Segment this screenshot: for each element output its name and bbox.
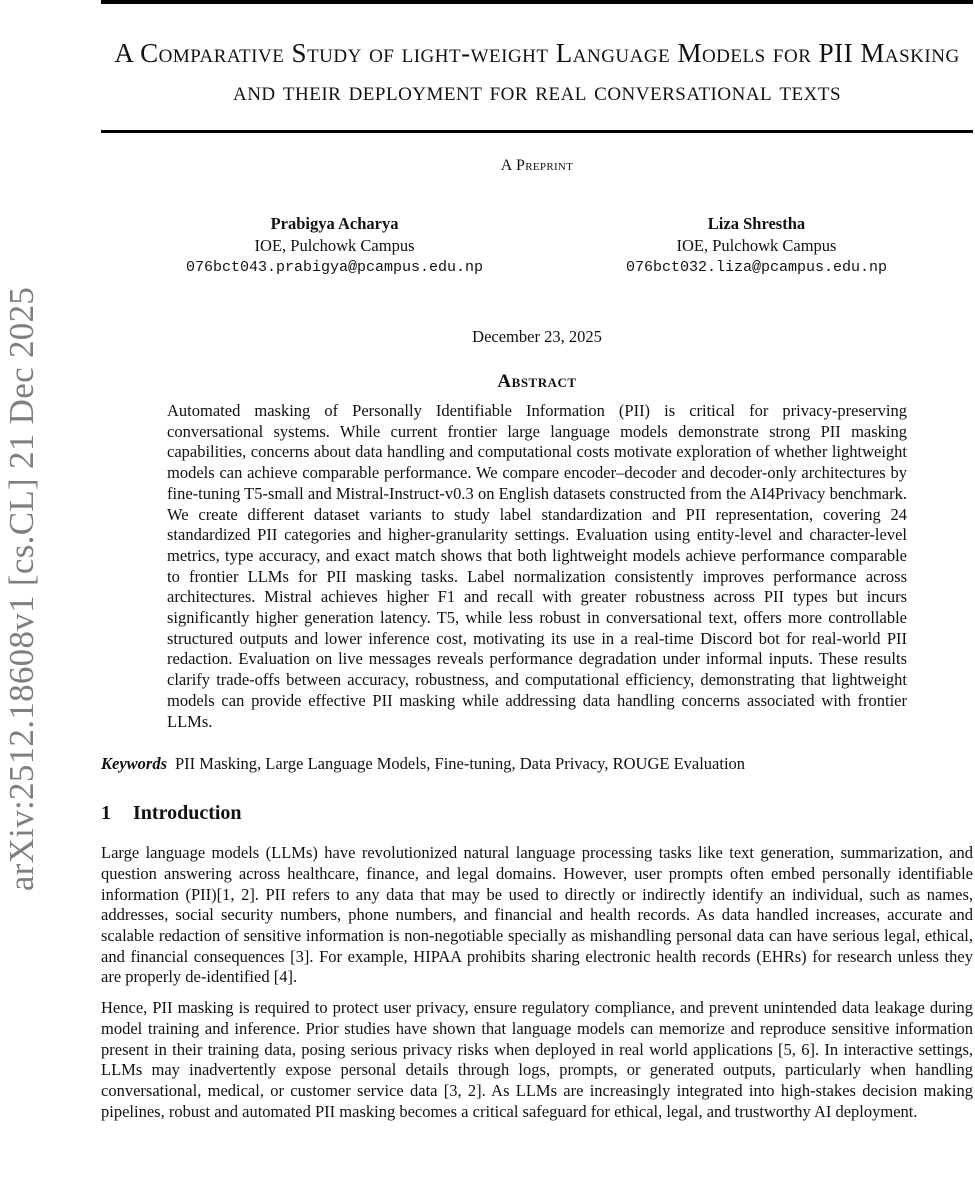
author-2 bbox=[626, 213, 887, 279]
preprint-label: A Preprint bbox=[500, 157, 574, 174]
keywords-text: PII Masking, Large Language Models, Fine-tuning, Data Privacy, ROUGE Evaluation bbox=[175, 754, 746, 774]
section-title: Introduction bbox=[133, 802, 242, 825]
abstract-text: Automated masking of Personally Identifiable Information (PII) is critical for privacy-preserving conversational systems. While current frontier large language models demonstrate strong PII masking capabilities, concerns about data handling and computational costs motivate exploration of whether lightweight models can achieve comparable performance. We compare encoder–decoder and decoder-only architectures by fine-tuning T5-small and Mistral-Instruct-v0.3 on English datasets constructed from the AI4Privacy benchmark. We create different dataset variants to study label standardization and PII representation, covering 24 standardized PII categories and higher-granularity settings. Evaluation using entity-level and character-level metrics, type accuracy, and exact match shows that both lightweight models achieve performance comparable to frontier LLMs for PII masking tasks. Label normalization consistently improves performance across architectures. Mistral achieves higher F1 and recall with greater robustness across PII types but incurs significantly higher generation latency. T5, while less robust in conversational text, offers more controllable structured outputs and lower inference cost, motivating its use in a real-time Discord bot for real-world PII redaction. Evaluation on live messages reveals performance degradation under informal inputs. These results clarify trade-offs between accuracy, robustness, and computational efficiency, demonstrating that lightweight models can provide effective PII masking while addressing data handling concerns associated with frontier LLMs. bbox=[167, 401, 907, 731]
arxiv-identifier: arXiv:2512.18608v1 [cs.CL] 21 Dec 2025 bbox=[2, 286, 42, 892]
author-name: Liza Shrestha bbox=[707, 214, 806, 233]
author-name: Prabigya Acharya bbox=[270, 214, 399, 233]
arxiv-identifier-margin bbox=[2, 264, 42, 914]
author-email: 076bct032.liza@pcampus.edu.np bbox=[625, 259, 887, 276]
author-email: 076bct043.prabigya@pcampus.edu.np bbox=[186, 259, 484, 276]
introduction-paragraph-2: Hence, PII masking is required to protect user privacy, ensure regulatory compliance, and prevent unintended data leakage during model training and inference. Prior studies have shown that language models can memorize and reproduce sensitive information present in their training data, posing serious privacy risks when deployed in real world applications [5, 6]. In interactive settings, LLMs may inadvertently expose personal details through logs, prompts, or generated outputs, particularly when handling conversational, medical, or customer service data [3, 2]. As LLMs are increasingly integrated into high-stakes decision making pipelines, robust and automated PII masking becomes a critical safeguard for ethical, legal, and trustworthy AI deployment. bbox=[101, 998, 973, 1121]
paper-title: A Comparative Study of light-weight Language Models for PII Masking and their deployment for real conversational texts bbox=[114, 38, 960, 106]
abstract-heading: Abstract bbox=[497, 371, 577, 392]
keywords-label: Keywords bbox=[101, 754, 167, 774]
publication-date: December 23, 2025 bbox=[472, 327, 602, 346]
author-affiliation: IOE, Pulchowk Campus bbox=[254, 236, 415, 255]
paper-page bbox=[101, 0, 973, 1122]
author-affiliation: IOE, Pulchowk Campus bbox=[676, 236, 837, 255]
author-1 bbox=[186, 213, 483, 279]
title-rule-bottom bbox=[101, 130, 973, 133]
introduction-paragraph-1: Large language models (LLMs) have revolutionized natural language processing tasks like text generation, summarization, and question answering across healthcare, finance, and legal domains. However, user prompts often embed personally identifiable information (PII)[1, 2]. PII refers to any data that may be used to directly or indirectly identify an individual, such as names, addresses, social security numbers, phone numbers, and financial and health records. As data handled increases, accurate and scalable redaction of sensitive information is non-negotiable specially as mishandling personal data can have serious legal, ethical, and financial consequences [3]. For example, HIPAA prohibits sharing electronic health records (EHRs) for research unless they are properly de-identified [4]. bbox=[101, 843, 973, 987]
keywords-line bbox=[101, 754, 973, 774]
section-number: 1 bbox=[101, 802, 111, 825]
author-block bbox=[101, 213, 973, 279]
section-heading-introduction bbox=[101, 802, 973, 825]
